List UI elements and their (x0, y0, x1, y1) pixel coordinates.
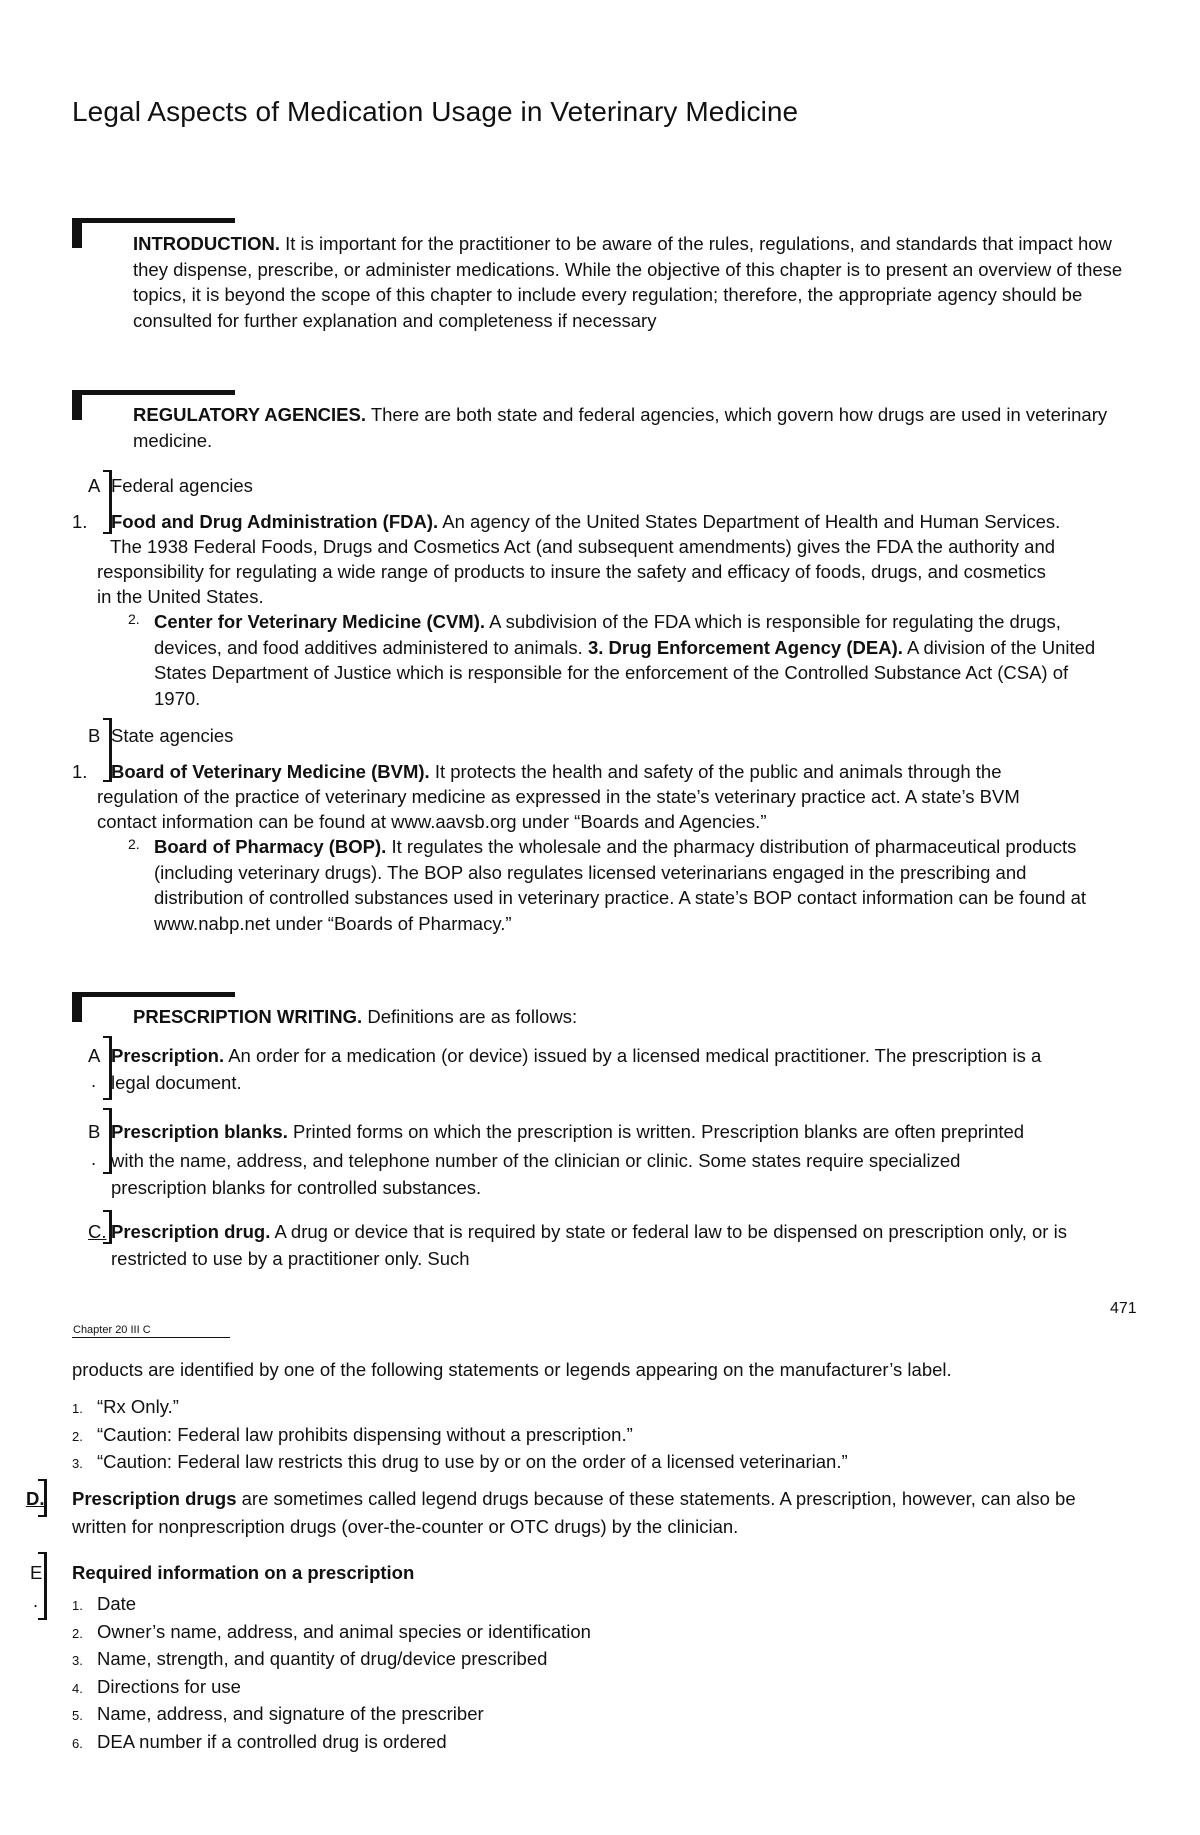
required-info-list (72, 1591, 1072, 1756)
prescription-a-title: Prescription. (111, 1045, 225, 1066)
prescription-paragraph (133, 1004, 577, 1030)
item-text: Date (97, 1593, 137, 1614)
prescription-c-line2: restricted to use by a practitioner only. Such (111, 1248, 470, 1269)
list-item (72, 1674, 1072, 1702)
regulatory-text: There are both state and federal agencies, which govern how drugs are used in veterinary medicine. (133, 404, 1108, 451)
prescription-a-letter: A (88, 1045, 101, 1066)
federal-item-2-paragraph (154, 609, 1114, 711)
state-item-2-title: Board of Pharmacy (BOP). (154, 836, 387, 857)
prescription-a-line1: An order for a medication (or device) issued by a licensed medical practitioner. The prescription is a (228, 1045, 1042, 1066)
prescription-heading: PRESCRIPTION WRITING. (133, 1006, 363, 1027)
page-title: Legal Aspects of Medication Usage in Veterinary Medicine (72, 96, 799, 127)
prescription-a-line2: legal document. (111, 1072, 242, 1093)
federal-item-3-number: 3. (587, 636, 604, 658)
prescription-b-line2: with the name, address, and telephone number of the clinician or clinic. Some states require specialized (111, 1150, 961, 1171)
prescription-text: Definitions are as follows: (367, 1006, 578, 1027)
item-text: Owner’s name, address, and animal species or identification (97, 1620, 591, 1642)
prescription-b-letter: B (88, 1121, 101, 1142)
federal-item-1-line1: An agency of the United States Department of Health and Human Services. (442, 511, 1061, 532)
prescription-b-title: Prescription blanks. (111, 1121, 288, 1142)
item-number: 1. (72, 1598, 83, 1613)
federal-item-1-first-line (111, 509, 1060, 535)
federal-item-1-line3: responsibility for regulating a wide range of products to insure the safety and efficacy of foods, drugs, and cosmetics (97, 561, 1046, 582)
federal-letter: A (88, 475, 101, 496)
continued-d-letter: D. (26, 1488, 45, 1509)
list-item (72, 1394, 1072, 1422)
legend-number: 2. (72, 1428, 83, 1444)
state-item-2-text: It regulates the wholesale and the pharmacy distribution of pharmaceutical products (including veterinary drugs). The BOP also regulates licensed veterinarians engaged in the prescribing and distribution of controlled substances used in veterinary practice. A state’s BOP contact information can be found at www.nabp.net under “Boards of Pharmacy.” (154, 836, 1087, 934)
prescription-c-line1: A drug or device that is required by state or federal law to be dispensed on prescription only, or is (274, 1221, 1067, 1242)
state-item-1-number: 1. (72, 761, 88, 782)
chapter-label: Chapter 20 III C (73, 1324, 151, 1336)
continued-d-line1: are sometimes called legend drugs because of these statements. A prescription, however, can also be (241, 1488, 1076, 1509)
legend-text: “Rx Only.” (97, 1396, 179, 1417)
prescription-b-dot: . (91, 1148, 97, 1169)
item-number: 5. (72, 1708, 83, 1723)
page-number: 471 (1110, 1300, 1137, 1317)
federal-item-1-title: Food and Drug Administration (FDA). (111, 511, 439, 532)
item-number: 6. (72, 1735, 83, 1751)
state-item-1-title: Board of Veterinary Medicine (BVM). (111, 761, 430, 782)
introduction-paragraph (133, 231, 1123, 333)
continued-d-first-line (72, 1486, 1076, 1512)
list-item (72, 1422, 1072, 1450)
state-letter: B (88, 725, 101, 746)
federal-item-3-text: A division of the United States Department of Justice which is responsible for the enforcement of the Controlled Substance Act (CSA) of 1970. (154, 636, 1096, 709)
regulatory-heading: REGULATORY AGENCIES. (133, 404, 366, 425)
federal-item-2-text: A subdivision of the FDA which is responsible for regulating the drugs, devices, and food additives administered to animals. (154, 611, 1061, 658)
continued-intro: products are identified by one of the following statements or legends appearing on the manufacturer’s label. (72, 1359, 952, 1380)
prescription-b-first-line (111, 1119, 1024, 1145)
item-text: Name, address, and signature of the prescriber (97, 1703, 484, 1724)
state-item-2-number: 2. (128, 836, 140, 852)
state-item-2-paragraph (154, 834, 1114, 936)
federal-item-1-line4: in the United States. (97, 586, 264, 607)
continued-e-dot: . (33, 1590, 39, 1611)
list-item (72, 1646, 1072, 1674)
prescription-b-line1: Printed forms on which the prescription is written. Prescription blanks are often preprinted (292, 1121, 1025, 1142)
introduction-heading: INTRODUCTION. (133, 233, 280, 254)
federal-title: Federal agencies (111, 475, 253, 496)
continued-e-letter: E (30, 1562, 43, 1583)
federal-item-1-number: 1. (72, 511, 88, 532)
list-item (72, 1729, 1072, 1757)
continued-d-line2: written for nonprescription drugs (over-the-counter or OTC drugs) by the clinician. (72, 1516, 739, 1537)
prescription-a-dot: . (91, 1070, 97, 1091)
list-item (72, 1591, 1072, 1619)
legend-text: “Caution: Federal law restricts this drug to use by or on the order of a licensed veterinarian.” (97, 1451, 848, 1472)
legend-text: “Caution: Federal law prohibits dispensing without a prescription.” (97, 1423, 633, 1445)
legend-number: 3. (72, 1456, 83, 1471)
item-text: Directions for use (97, 1675, 241, 1697)
item-text: DEA number if a controlled drug is ordered (97, 1730, 447, 1752)
state-title: State agencies (111, 725, 234, 746)
prescription-b-line3: prescription blanks for controlled substances. (111, 1177, 482, 1198)
list-item (72, 1619, 1072, 1647)
federal-item-1-line2: The 1938 Federal Foods, Drugs and Cosmetics Act (and subsequent amendments) gives the FDA the authority and (110, 536, 1056, 557)
continued-e-title: Required information on a prescription (72, 1562, 415, 1583)
item-number: 4. (72, 1680, 83, 1696)
footer-rule (72, 1337, 230, 1338)
list-item (72, 1701, 1072, 1729)
regulatory-paragraph (133, 402, 1123, 453)
federal-item-2-number: 2. (128, 611, 140, 627)
state-item-1-first-line (111, 759, 1002, 785)
item-number: 2. (72, 1625, 83, 1641)
item-number: 3. (72, 1653, 83, 1668)
federal-item-2-title: Center for Veterinary Medicine (CVM). (154, 611, 486, 632)
prescription-c-letter: C. (88, 1221, 107, 1242)
legend-number: 1. (72, 1401, 83, 1416)
state-item-1-line1: It protects the health and safety of the public and animals through the (434, 761, 1002, 782)
federal-item-3-title: Drug Enforcement Agency (DEA). (608, 636, 903, 658)
legend-list (72, 1394, 1072, 1477)
prescription-c-title: Prescription drug. (111, 1221, 271, 1242)
prescription-c-first-line (111, 1219, 1067, 1245)
state-item-1-line3: contact information can be found at www.aavsb.org under “Boards and Agencies.” (97, 811, 767, 832)
prescription-a-first-line (111, 1043, 1041, 1069)
state-item-1-line2: regulation of the practice of veterinary medicine as expressed in the state’s veterinary practice act. A state’s BVM (97, 786, 1020, 807)
introduction-text: It is important for the practitioner to be aware of the rules, regulations, and standards that impact how they dispense, prescribe, or administer medications. While the objective of this chapter is to present an overview of these topics, it is beyond the scope of this chapter to include every regulation; therefore, the appropriate agency should be consulted for further explanation and completeness if necessary (133, 233, 1123, 331)
item-text: Name, strength, and quantity of drug/device prescribed (97, 1648, 548, 1669)
list-item (72, 1449, 1072, 1477)
continued-d-title: Prescription drugs (72, 1488, 237, 1509)
